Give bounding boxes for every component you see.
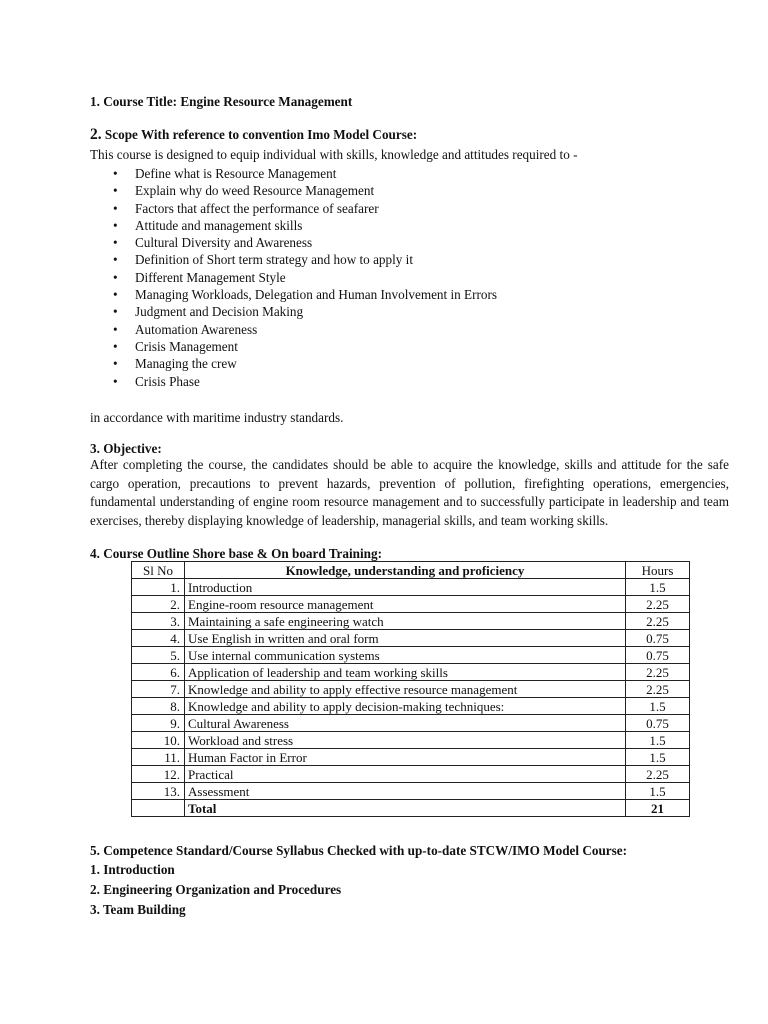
header-sl-no: Sl No [132,562,185,579]
competence-standard-heading: 5. Competence Standard/Course Syllabus Checked with up-to-date STCW/IMO Model Course: [90,843,628,858]
scope-bullet-item: • Managing Workloads, Delegation and Human Involvement in Errors [112,286,497,303]
row-hours: 0.75 [626,630,690,647]
total-empty-cell [132,800,185,817]
syllabus-item: 3. Team Building [90,902,186,917]
row-topic: Human Factor in Error [185,749,626,766]
course-outline-table [131,561,690,817]
scope-bullet-item: • Explain why do weed Resource Management [112,182,497,199]
scope-heading [90,126,417,143]
row-topic: Workload and stress [185,732,626,749]
syllabus-item: 2. Engineering Organization and Procedures [90,882,342,897]
table-row [132,766,690,783]
row-topic: Cultural Awareness [185,715,626,732]
table-row [132,681,690,698]
row-hours: 2.25 [626,613,690,630]
scope-bullet-item: • Attitude and management skills [112,217,497,234]
table-row [132,732,690,749]
scope-bullet-item: • Judgment and Decision Making [112,303,497,320]
row-hours: 0.75 [626,715,690,732]
table-row [132,749,690,766]
row-hours: 1.5 [626,783,690,800]
row-topic: Introduction [185,579,626,596]
row-hours: 1.5 [626,732,690,749]
row-hours: 1.5 [626,698,690,715]
row-sl-no: 7. [132,681,185,698]
scope-bullet-item: • Different Management Style [112,269,497,286]
scope-bullet-item: • Define what is Resource Management [112,165,497,182]
row-topic: Maintaining a safe engineering watch [185,613,626,630]
row-topic: Use internal communication systems [185,647,626,664]
total-hours: 21 [626,800,690,817]
row-sl-no: 1. [132,579,185,596]
row-sl-no: 6. [132,664,185,681]
table-row [132,715,690,732]
row-hours: 2.25 [626,766,690,783]
row-sl-no: 12. [132,766,185,783]
table-row [132,783,690,800]
table-row [132,698,690,715]
row-sl-no: 3. [132,613,185,630]
row-sl-no: 13. [132,783,185,800]
row-hours: 2.25 [626,681,690,698]
course-title-heading: 1. Course Title: Engine Resource Management [90,94,353,109]
table-row [132,613,690,630]
row-hours: 1.5 [626,579,690,596]
row-hours: 2.25 [626,596,690,613]
row-sl-no: 4. [132,630,185,647]
scope-intro: This course is designed to equip individual with skills, knowledge and attitudes required to - [90,147,578,162]
row-hours: 0.75 [626,647,690,664]
scope-heading-text: Scope With reference to convention Imo Model Course: [101,127,418,142]
table-header-row [132,562,690,579]
row-hours: 1.5 [626,749,690,766]
table-row [132,596,690,613]
table-row [132,579,690,596]
table-total-row [132,800,690,817]
table-row [132,647,690,664]
table-row [132,664,690,681]
scope-bullet-item: • Managing the crew [112,355,497,372]
row-topic: Knowledge and ability to apply decision-making techniques: [185,698,626,715]
syllabus-item: 1. Introduction [90,862,175,877]
row-sl-no: 10. [132,732,185,749]
scope-number: 2. [90,126,102,143]
course-outline-heading: 4. Course Outline Shore base & On board Training: [90,546,382,561]
row-hours: 2.25 [626,664,690,681]
total-label: Total [185,800,626,817]
scope-bullet-list [112,165,497,390]
scope-bullet-item: • Crisis Management [112,338,497,355]
header-topic: Knowledge, understanding and proficiency [185,562,626,579]
scope-bullet-item: • Definition of Short term strategy and how to apply it [112,251,497,268]
objective-paragraph: After completing the course, the candidates should be able to acquire the knowledge, skills and attitude for the safe cargo operation, precautions to prevent hazards, prevention of pollution, firefighting operations, emergencies, fundamental understanding of engine room resource management and to successfully participate in leadership and team exercises, thereby displaying knowledge of leadership, managerial skills, and team working skills. [90,457,729,528]
table-row [132,630,690,647]
row-sl-no: 9. [132,715,185,732]
row-sl-no: 8. [132,698,185,715]
row-topic: Practical [185,766,626,783]
row-topic: Use English in written and oral form [185,630,626,647]
scope-bullet-item: • Automation Awareness [112,321,497,338]
row-topic: Assessment [185,783,626,800]
scope-bullet-item: • Crisis Phase [112,373,497,390]
row-sl-no: 11. [132,749,185,766]
row-topic: Application of leadership and team working skills [185,664,626,681]
row-topic: Knowledge and ability to apply effective resource management [185,681,626,698]
header-hours: Hours [626,562,690,579]
row-sl-no: 2. [132,596,185,613]
scope-closing: in accordance with maritime industry standards. [90,410,344,425]
row-sl-no: 5. [132,647,185,664]
scope-bullet-item: • Cultural Diversity and Awareness [112,234,497,251]
row-topic: Engine-room resource management [185,596,626,613]
scope-bullet-item: • Factors that affect the performance of seafarer [112,200,497,217]
objective-heading: 3. Objective: [90,441,162,456]
